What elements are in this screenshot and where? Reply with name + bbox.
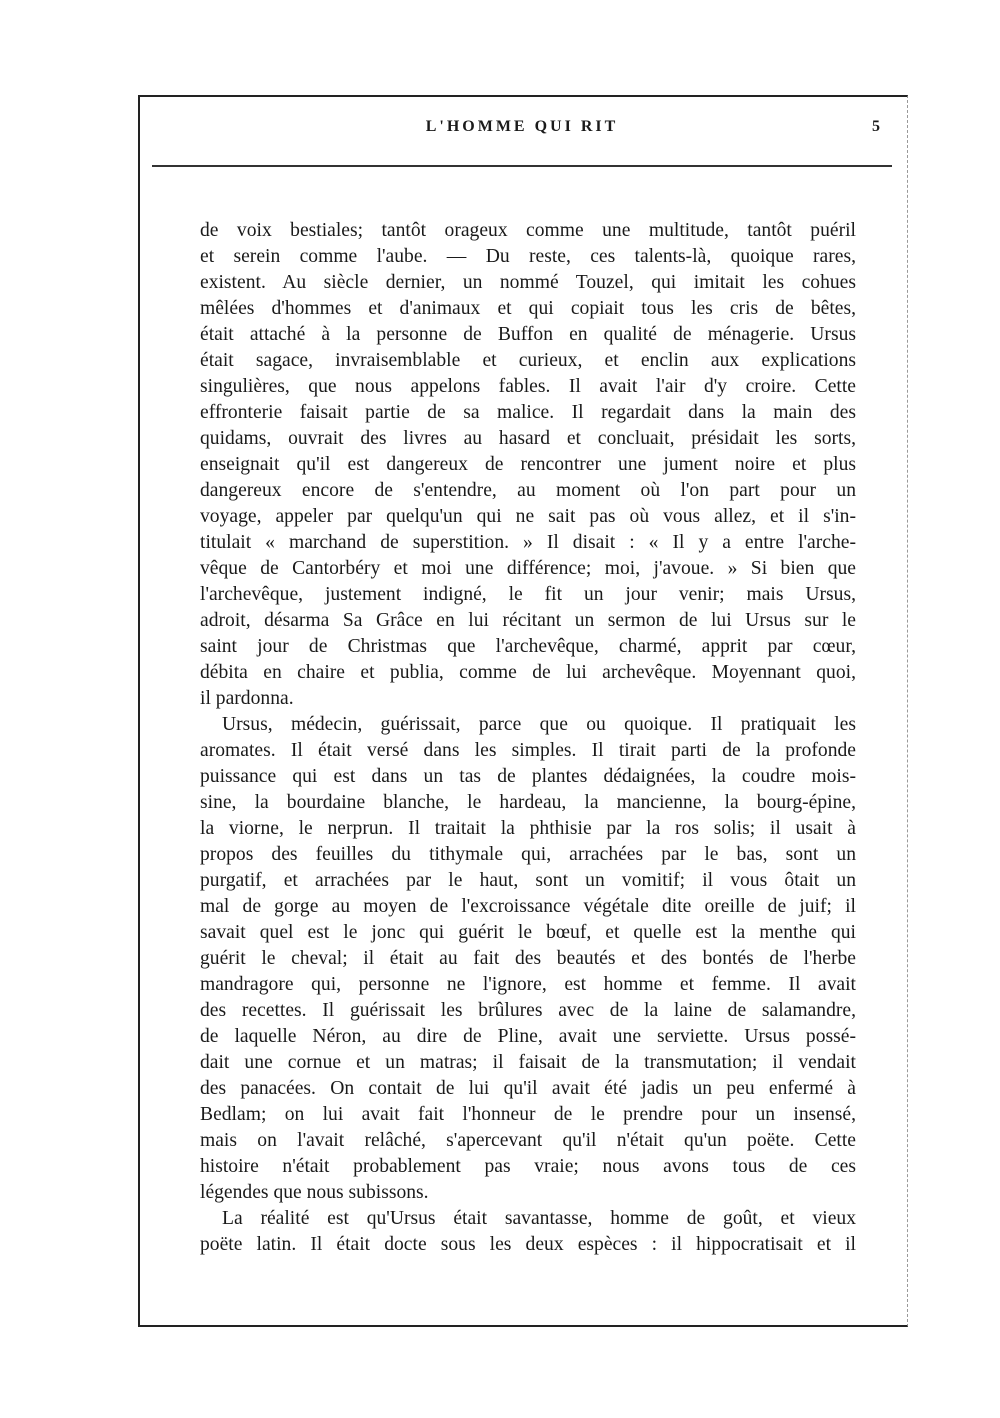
- paragraph: [200, 712, 856, 1206]
- text-line: dait une cornue et un matras; il faisait de la transmutation; il vendait: [200, 1052, 856, 1073]
- text-line: propos des feuilles du tithymale qui, arrachées par le bas, sont un: [200, 844, 856, 865]
- text-line: titulait « marchand de superstition. » Il disait : « Il y a entre l'arche-: [200, 532, 856, 553]
- text-line: adroit, désarma Sa Grâce en lui récitant un sermon de lui Ursus sur le: [200, 610, 856, 631]
- text-line: il pardonna.: [200, 688, 294, 709]
- text-line: effronterie faisait partie de sa malice. Il regardait dans la main des: [200, 402, 856, 423]
- text-line: sine, la bourdaine blanche, le hardeau, la mancienne, la bourg-épine,: [200, 792, 856, 813]
- text-line: quidams, ouvrait des livres au hasard et concluait, présidait les sorts,: [200, 428, 856, 449]
- text-line: des recettes. Il guérissait les brûlures avec de la laine de salamandre,: [200, 1000, 856, 1021]
- paragraph: [200, 218, 856, 712]
- text-line: singulières, que nous appelons fables. Il avait l'air d'y croire. Cette: [200, 376, 856, 397]
- text-line: l'archevêque, justement indigné, le fit un jour venir; mais Ursus,: [200, 584, 856, 605]
- text-line: aromates. Il était versé dans les simples. Il tirait parti de la profonde: [200, 740, 856, 761]
- text-line: savait quel est le jonc qui guérit le bœuf, et quelle est la menthe qui: [200, 922, 856, 943]
- text-line: Bedlam; on lui avait fait l'honneur de le prendre pour un insensé,: [200, 1104, 856, 1125]
- text-line: la viorne, le nerprun. Il traitait la phthisie par la ros solis; il usait à: [200, 818, 856, 839]
- text-line: était attaché à la personne de Buffon en qualité de ménagerie. Ursus: [200, 324, 856, 345]
- text-line: enseignait qu'il est dangereux de rencontrer une jument noire et plus: [200, 454, 856, 475]
- text-line: mais on l'avait relâché, s'apercevant qu'il n'était qu'un poëte. Cette: [200, 1130, 856, 1151]
- text-line: purgatif, et arrachées par le haut, sont un vomitif; il vous ôtait un: [200, 870, 856, 891]
- body-text: [200, 218, 856, 1258]
- text-line: de laquelle Néron, au dire de Pline, avait une serviette. Ursus possé-: [200, 1026, 856, 1047]
- text-line: histoire n'était probablement pas vraie; nous avons tous de ces: [200, 1156, 856, 1177]
- text-line: vêque de Cantorbéry et moi une différence; moi, j'avoue. » Si bien que: [200, 558, 856, 579]
- text-line: légendes que nous subissons.: [200, 1182, 429, 1203]
- text-line: mêlées d'hommes et d'animaux et qui copiait tous les cris de bêtes,: [200, 298, 856, 319]
- text-line: mal de gorge au moyen de l'excroissance végétale dite oreille de juif; il: [200, 896, 856, 917]
- text-line: débita en chaire et publia, comme de lui archevêque. Moyennant quoi,: [200, 662, 856, 683]
- text-line: poëte latin. Il était docte sous les deux espèces : il hippocratisait et il: [200, 1234, 856, 1255]
- text-line: La réalité est qu'Ursus était savantasse, homme de goût, et vieux: [222, 1208, 856, 1229]
- page-header: [152, 118, 892, 146]
- header-rule: [152, 165, 892, 167]
- paragraph: [200, 1206, 856, 1258]
- text-line: existent. Au siècle dernier, un nommé Touzel, qui imitait les cohues: [200, 272, 856, 293]
- text-line: et serein comme l'aube. — Du reste, ces talents-là, quoique rares,: [200, 246, 856, 267]
- text-line: mandragore qui, personne ne l'ignore, est homme et femme. Il avait: [200, 974, 856, 995]
- text-line: puissance qui est dans un tas de plantes dédaignées, la coudre mois-: [200, 766, 856, 787]
- text-line: Ursus, médecin, guérissait, parce que ou quoique. Il pratiquait les: [222, 714, 856, 735]
- text-line: des panacées. On contait de lui qu'il avait été jadis un peu enfermé à: [200, 1078, 856, 1099]
- text-line: était sagace, invraisemblable et curieux, et enclin aux explications: [200, 350, 856, 371]
- text-line: voyage, appeler par quelqu'un qui ne sait pas où vous allez, et il s'in-: [200, 506, 856, 527]
- running-title: L'HOMME QUI RIT: [425, 118, 619, 135]
- page-number: 5: [872, 118, 880, 135]
- text-line: dangereux encore de s'entendre, au moment où l'on part pour un: [200, 480, 856, 501]
- text-line: saint jour de Christmas que l'archevêque, charmé, apprit par cœur,: [200, 636, 856, 657]
- text-line: guérit le cheval; il était au fait des beautés et des bontés de l'herbe: [200, 948, 856, 969]
- text-line: de voix bestiales; tantôt orageux comme une multitude, tantôt puéril: [200, 220, 856, 241]
